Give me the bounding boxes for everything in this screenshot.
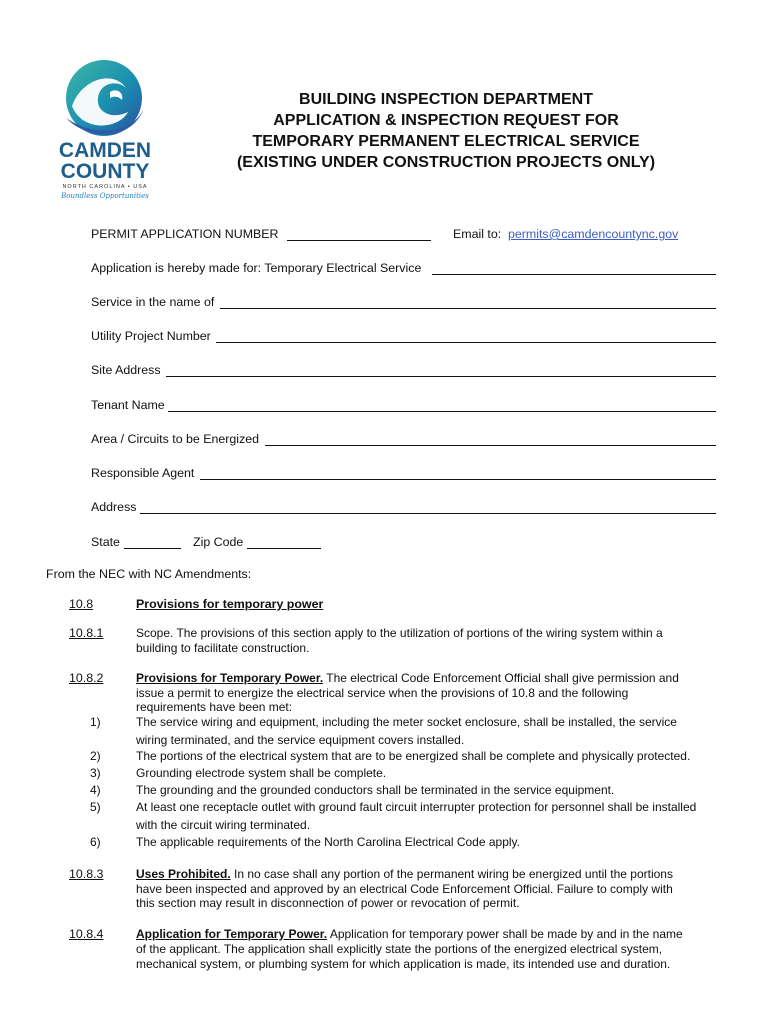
- section-10-8-1-line-2: building to facilitate construction.: [136, 641, 310, 655]
- address-line[interactable]: [140, 513, 716, 514]
- site-address-line[interactable]: [166, 376, 716, 377]
- camden-county-logo: [52, 48, 158, 206]
- site-address-label: Site Address: [91, 363, 161, 377]
- address-label: Address: [91, 500, 137, 514]
- title-line-3: TEMPORARY PERMANENT ELECTRICAL SERVICE: [252, 133, 640, 150]
- application-label: Application is hereby made for: Temporary Electrical Service: [91, 261, 422, 275]
- section-10-8-4-line-1-text: Application for temporary power shall be made by and in the name: [327, 927, 683, 941]
- logo-tagline: Boundless Opportunities: [61, 192, 149, 200]
- section-10-8-4-line-3: mechanical system, or plumbing system for which application is made, its intended use and duration.: [136, 957, 671, 971]
- section-10-8-4-title: Application for Temporary Power.: [136, 927, 328, 941]
- section-10-8-2-line-1: [136, 671, 679, 686]
- section-10-8-2-number: 10.8.2: [69, 671, 104, 685]
- section-10-8-2-title: Provisions for Temporary Power.: [136, 671, 324, 685]
- zip-label: Zip Code: [193, 535, 244, 549]
- state-label: State: [91, 535, 120, 549]
- section-10-8-3-title: Uses Prohibited.: [136, 867, 231, 881]
- item-5-line-2: with the circuit wiring terminated.: [136, 818, 311, 832]
- section-10-8-number: 10.8: [69, 597, 94, 611]
- item-3-number: 3): [90, 766, 101, 780]
- title-line-4: (EXISTING UNDER CONSTRUCTION PROJECTS ONLY): [236, 154, 656, 171]
- section-10-8-4-line-2: of the applicant. The application shall explicitly state the portions of the energized electrical system,: [136, 942, 663, 956]
- item-4-number: 4): [90, 783, 101, 797]
- section-10-8-2-line-2: issue a permit to energize the electrical service when the provisions of 10.8 and the following: [136, 686, 629, 700]
- logo-line-camden: CAMDEN: [58, 139, 152, 162]
- responsible-agent-label: Responsible Agent: [91, 466, 195, 480]
- tenant-name-label: Tenant Name: [91, 398, 165, 412]
- wave-emblem-icon: [52, 48, 158, 148]
- logo-line-county: COUNTY: [60, 160, 150, 183]
- section-10-8-2-line-3: requirements have been met:: [136, 700, 293, 714]
- tenant-name-line[interactable]: [168, 411, 716, 412]
- section-10-8-4-line-1: [136, 927, 683, 942]
- item-3-line-1: Grounding electrode system shall be complete.: [136, 766, 387, 780]
- item-2-number: 2): [90, 749, 101, 763]
- permit-number-line[interactable]: [287, 240, 431, 241]
- email-label: Email to:: [453, 227, 502, 241]
- section-10-8-4-number: 10.8.4: [69, 927, 104, 941]
- area-circuits-line[interactable]: [265, 445, 716, 446]
- item-5-line-1: At least one receptacle outlet with ground fault circuit interrupter protection for personnel shall be installed: [136, 800, 697, 814]
- section-10-8-2-line-1-text: The electrical Code Enforcement Official shall give permission and: [323, 671, 679, 685]
- state-line[interactable]: [124, 548, 181, 549]
- item-6-line-1: The applicable requirements of the North Carolina Electrical Code apply.: [136, 835, 520, 849]
- nec-heading: From the NEC with NC Amendments:: [46, 567, 252, 581]
- section-10-8-3-line-3: this section may result in disconnection of power or revocation of permit.: [136, 896, 520, 910]
- service-name-line[interactable]: [220, 308, 716, 309]
- section-10-8-3-number: 10.8.3: [69, 867, 104, 881]
- utility-project-label: Utility Project Number: [91, 329, 211, 343]
- section-10-8-3-line-2: have been inspected and approved by an electrical Code Enforcement Official. Failure to comply with: [136, 882, 673, 896]
- title-line-2: APPLICATION & INSPECTION REQUEST FOR: [273, 112, 619, 129]
- email-link[interactable]: permits@camdencountync.gov: [508, 227, 679, 241]
- service-name-label: Service in the name of: [91, 295, 215, 309]
- item-6-number: 6): [90, 835, 101, 849]
- permit-number-label: PERMIT APPLICATION NUMBER: [91, 227, 279, 241]
- logo-state: NORTH CAROLINA • USA: [62, 184, 148, 190]
- zip-line[interactable]: [247, 548, 321, 549]
- item-2-line-1: The portions of the electrical system that are to be energized shall be complete and physically protected.: [136, 749, 691, 763]
- item-5-number: 5): [90, 800, 101, 814]
- section-10-8-3-line-1-text: In no case shall any portion of the permanent wiring be energized until the portions: [230, 867, 673, 881]
- utility-project-line[interactable]: [216, 342, 716, 343]
- title-line-1: BUILDING INSPECTION DEPARTMENT: [299, 91, 593, 108]
- item-1-line-1: The service wiring and equipment, including the meter socket enclosure, shall be installed, the service: [136, 715, 677, 729]
- section-10-8-1-number: 10.8.1: [69, 626, 104, 640]
- responsible-agent-line[interactable]: [200, 479, 716, 480]
- area-circuits-label: Area / Circuits to be Energized: [91, 432, 260, 446]
- section-10-8-3-line-1: [136, 867, 673, 882]
- item-1-line-2: wiring terminated, and the service equipment covers installed.: [136, 733, 465, 747]
- item-4-line-1: The grounding and the grounded conductors shall be terminated in the service equipment.: [136, 783, 615, 797]
- section-10-8-title: Provisions for temporary power: [136, 597, 324, 611]
- application-line[interactable]: [432, 274, 716, 275]
- item-1-number: 1): [90, 715, 101, 729]
- section-10-8-1-line-1: Scope. The provisions of this section apply to the utilization of portions of the wiring system within a: [136, 626, 663, 640]
